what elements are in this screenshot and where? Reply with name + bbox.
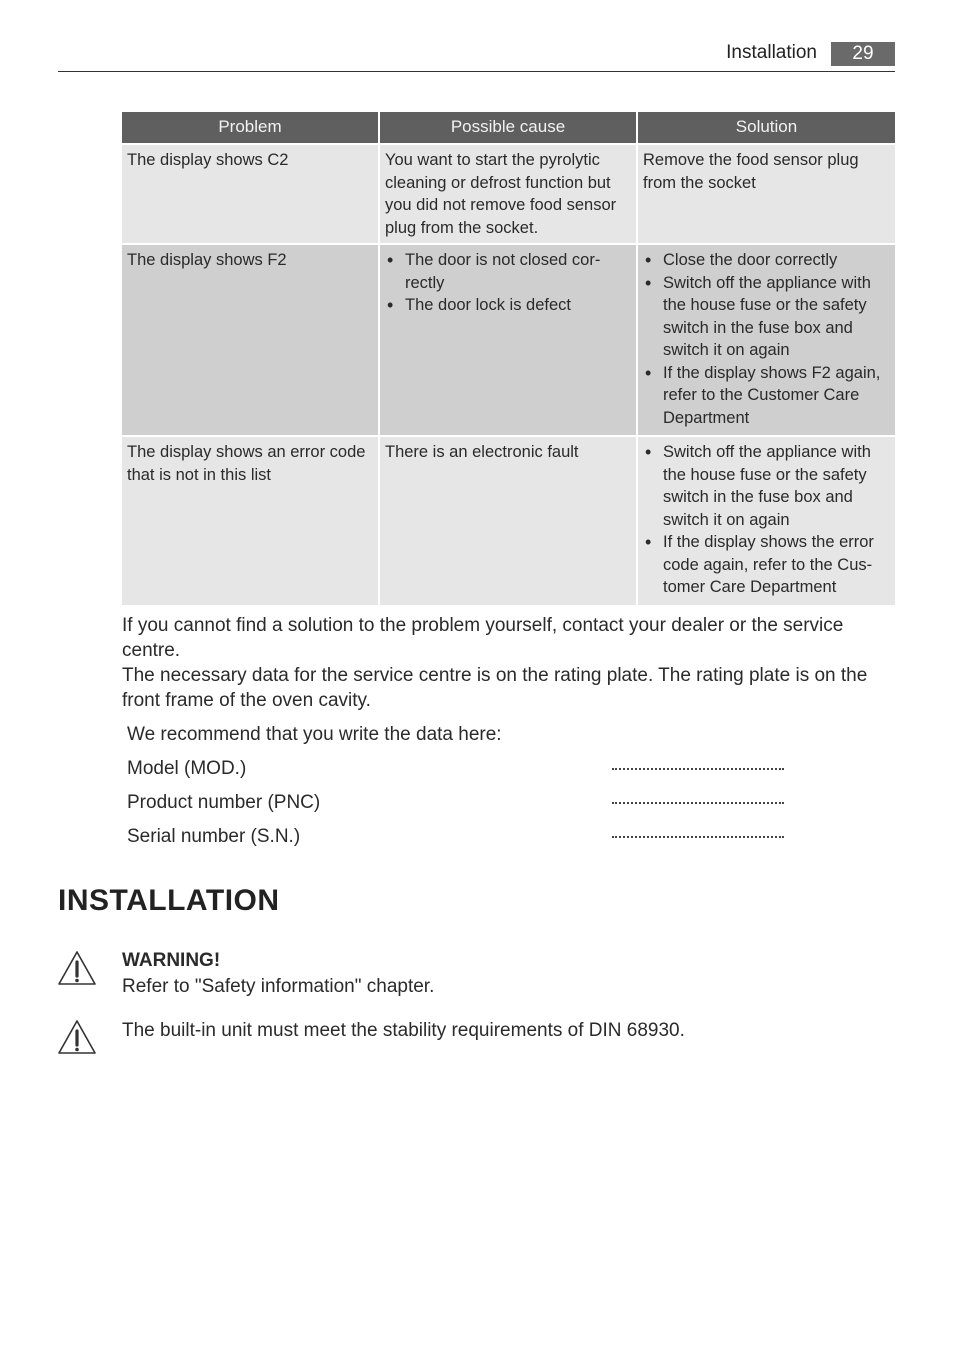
list-item: • Switch off the appliance with the house fuse or the safety switch in the fuse box and switch it on again — [643, 441, 889, 531]
field-label: Serial number (S.N.) — [127, 826, 301, 847]
warning-text: Refer to "Safety information" chapter. — [122, 976, 435, 997]
warning-triangle-icon — [57, 950, 97, 986]
column-header-cause: Possible cause — [379, 112, 637, 144]
field-serial-number — [127, 826, 787, 848]
table-row — [122, 244, 895, 436]
field-label: Product number (PNC) — [127, 792, 321, 813]
cause-cell: You want to start the pyrolytic cleaning or defrost function but you did not remove food sensor plug from the socket. — [379, 144, 637, 244]
recommend-label: We recommend that you write the data here: — [127, 724, 502, 745]
field-label: Model (MOD.) — [127, 758, 247, 779]
warning-triangle-icon — [57, 1019, 97, 1055]
warning-block — [122, 948, 434, 1000]
warning-title: WARNING! — [122, 950, 221, 971]
list-item: • The door is not closed cor-rectly — [385, 249, 630, 294]
problem-cell: The display shows C2 — [122, 144, 379, 244]
fill-in-line — [612, 836, 784, 838]
cause-cell: There is an electronic fault — [379, 436, 637, 605]
problem-cell: The display shows an error code that is not in this list — [122, 436, 379, 605]
table-row — [122, 436, 895, 605]
installation-heading: INSTALLATION — [58, 884, 280, 917]
recommend-text — [127, 724, 787, 746]
column-header-problem: Problem — [122, 112, 379, 144]
list-item: • If the display shows the error code again, refer to the Cus-tomer Care Department — [643, 531, 889, 599]
list-item: • The door lock is defect — [385, 294, 630, 317]
solution-cell — [637, 436, 895, 605]
fill-in-line — [612, 802, 784, 804]
list-item: • Close the door correctly — [643, 249, 889, 272]
field-model — [127, 758, 787, 780]
column-header-solution: Solution — [637, 112, 895, 144]
table-row — [122, 144, 895, 244]
page-number: 29 — [831, 42, 895, 66]
fill-in-line — [612, 768, 784, 770]
list-item: • Switch off the appliance with the house fuse or the safety switch in the fuse box and switch it on again — [643, 272, 889, 362]
cause-cell — [379, 244, 637, 436]
solution-cell: Remove the food sensor plug from the socket — [637, 144, 895, 244]
troubleshooting-table — [122, 112, 895, 605]
service-paragraph: If you cannot find a solution to the problem yourself, contact your dealer or the service centre. — [122, 615, 844, 661]
stability-note: The built-in unit must meet the stability requirements of DIN 68930. — [122, 1020, 685, 1041]
solution-cell — [637, 244, 895, 436]
header-section-title: Installation — [726, 42, 817, 63]
rating-plate-paragraph: The necessary data for the service centre is on the rating plate. The rating plate is on the front frame of the oven cavity. — [122, 665, 868, 711]
table-header-row — [122, 112, 895, 144]
problem-cell: The display shows F2 — [122, 244, 379, 436]
field-product-number — [127, 792, 787, 814]
page-header — [58, 40, 895, 72]
list-item: • If the display shows F2 again, refer to the Customer Care Department — [643, 362, 889, 430]
